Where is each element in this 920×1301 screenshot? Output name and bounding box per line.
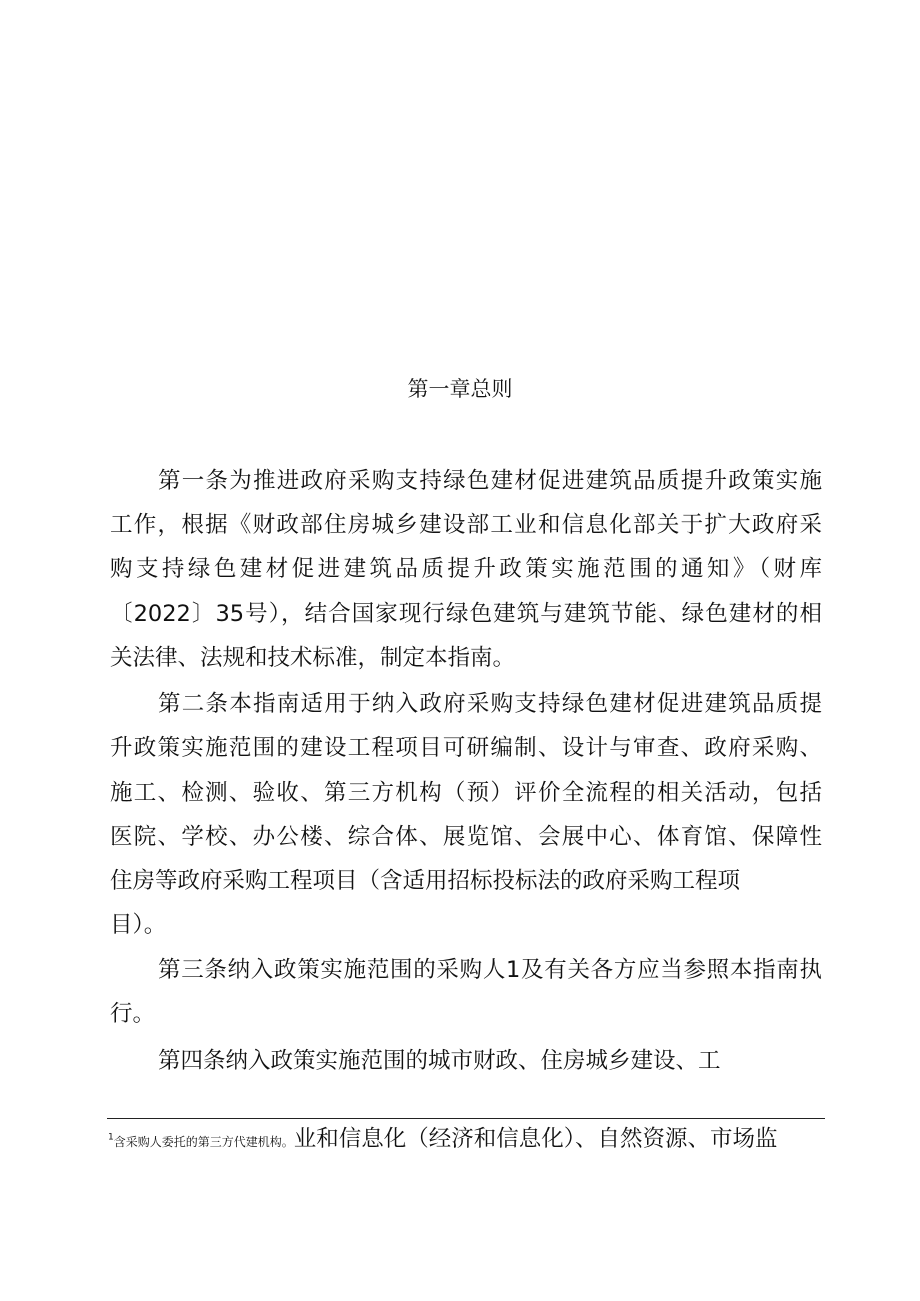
chapter-title: 第一章总则 [407,377,513,401]
footnote-mark: 1 [108,1132,114,1143]
body-line: 住房等政府采购工程项目（含适用招标投标法的政府采购工程项 [110,868,741,894]
body-continuation: 业和信息化（经济和信息化）、自然资源、市场监 [293,1126,778,1152]
body-line: 第四条纳入政策实施范围的城市财政、住房城乡建设、工 [158,1048,721,1074]
footnote-text: 含采购人委托的第三方代建机构。 [113,1135,294,1149]
body-line: 目）。 [110,912,167,938]
body-line: 第二条本指南适用于纳入政府采购支持绿色建材促进建筑品质提 [158,691,822,717]
footnote-row [108,1122,824,1159]
footnote-rule [107,1118,825,1119]
body-line: 关法律、法规和技术标准，制定本指南。 [110,645,516,671]
body-line: 医院、学校、办公楼、综合体、展览馆、会展中心、体育馆、保障性 [110,824,822,850]
body-line: 第一条为推进政府采购支持绿色建材促进建筑品质提升政策实施 [158,468,822,494]
body-line: 〔2022〕35号），结合国家现行绿色建筑与建筑节能、绿色建材的相 [110,601,822,627]
body-line: 第三条纳入政策实施范围的采购人1及有关各方应当参照本指南执 [158,957,822,983]
body-line: 施工、检测、验收、第三方机构（预）评价全流程的相关活动，包括 [110,780,822,806]
body-line: 升政策实施范围的建设工程项目可研编制、设计与审查、政府采购、 [110,735,822,761]
body-line: 工作，根据《财政部住房城乡建设部工业和信息化部关于扩大政府采 [110,512,822,538]
body-line: 购支持绿色建材促进建筑品质提升政策实施范围的通知》（财库 [110,556,822,582]
body-line: 行。 [110,1001,156,1027]
